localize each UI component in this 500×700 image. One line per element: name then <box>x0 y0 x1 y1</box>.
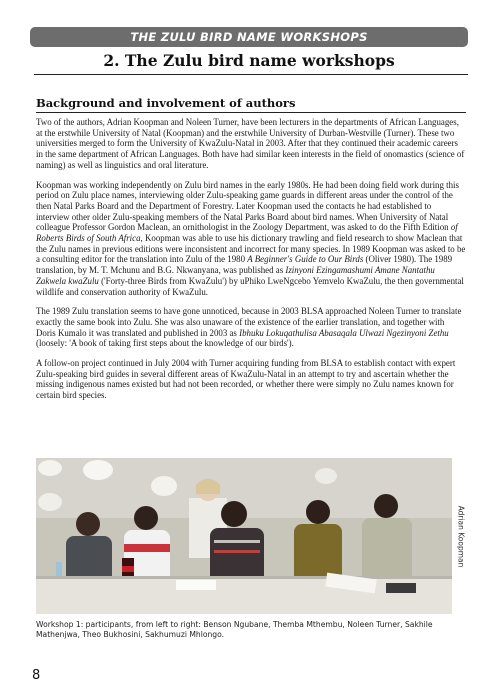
title-divider <box>34 74 468 75</box>
workshop-photo <box>36 458 452 614</box>
section-heading: Background and involvement of authors <box>36 96 296 110</box>
page-number: 8 <box>32 668 41 683</box>
photo-credit: Adrian Koopman <box>456 505 466 567</box>
photo-caption: Workshop 1: participants, from left to right: Benson Ngubane, Themba Mthembu, Noleen Turner, Sakhile Mathenjwa, Theo Bukhosini, Sakhumuzi Mhlongo. <box>36 620 433 639</box>
section-divider <box>36 112 466 113</box>
body-text <box>36 117 466 410</box>
paragraph-authors: Two of the authors, Adrian Koopman and Noleen Turner, have been lecturers in the departments of African Languages, at the erstwhile University of Natal (Koopman) and the erstwhile University of Durban-Westville (Turner). These two universities merged to form the University of KwaZulu-Natal in 2003. After that they continued their academic careers in the same department of African Languages. Both have had similar keen interests in the field of onomastics (science of naming) as well as linguistics and oral literature. <box>36 117 465 170</box>
paragraph-koopman: Koopman was working independently on Zulu bird names in the early 1980s. He had been doing field work during this period on Zulu place names, interviewing older Zulu-speaking game guards in different areas under the control of the then Natal Parks Board and the Department of Forestry. Later Koopman used the contacts he had established to interview other older Zulu-speaking members of the Natal Parks Board about bird names. When University of Natal colleague Professor Gordon Maclean, an ornithologist in the Zoology Department, was asked to do the Fifth Edition of Roberts Birds of South Africa, Koopman was able to use his dictionary trawling and field research to show Maclean that the Zulu names in previous editions were inconsistent and incorrect for many species. In 1989 Koopman was asked to be a consulting editor for the translation into Zulu of the 1980 A Beginner's Guide to Our Birds (Oliver 1980). The 1989 translation, by M. T. Mchunu and B.G. Nkwanyana, was published as Izinyoni Ezingamashumi Amane Nantathu Zakwela kwaZulu ('Forty-three Birds from KwaZulu') by uPhiko LweNgcebo Yemvelo KwaZulu, the then governmental wildlife and conservation authority of KwaZulu. <box>36 179 466 297</box>
paragraph-followon: A follow-on project continued in July 2004 with Turner acquiring funding from BLSA to establish contact with expert Zulu-speaking bird guides in several different areas of KwaZulu-Natal in an attempt to try and ascertain whether the missing indigenous names existed but had not been recorded, or whether there were simply no Zulu names known for certain bird species. <box>36 358 456 401</box>
running-header-banner <box>30 27 468 47</box>
paragraph-translation: The 1989 Zulu translation seems to have gone unnoticed, because in 2003 BLSA approached Noleen Turner to translate exactly the same book into Zulu. She was also unaware of the existence of the earlier translation, and together with Doris Kumalo it was translated and published in 2003 as Ibhuku Lokuqathulisa Abasaqala Ulwazi Ngezinyoni Zethu (loosely: 'A book of taking first steps about the knowledge of our birds'). <box>36 306 462 349</box>
chapter-title: 2. The Zulu bird name workshops <box>103 51 395 70</box>
running-header-text: THE ZULU BIRD NAME WORKSHOPS <box>130 30 368 44</box>
